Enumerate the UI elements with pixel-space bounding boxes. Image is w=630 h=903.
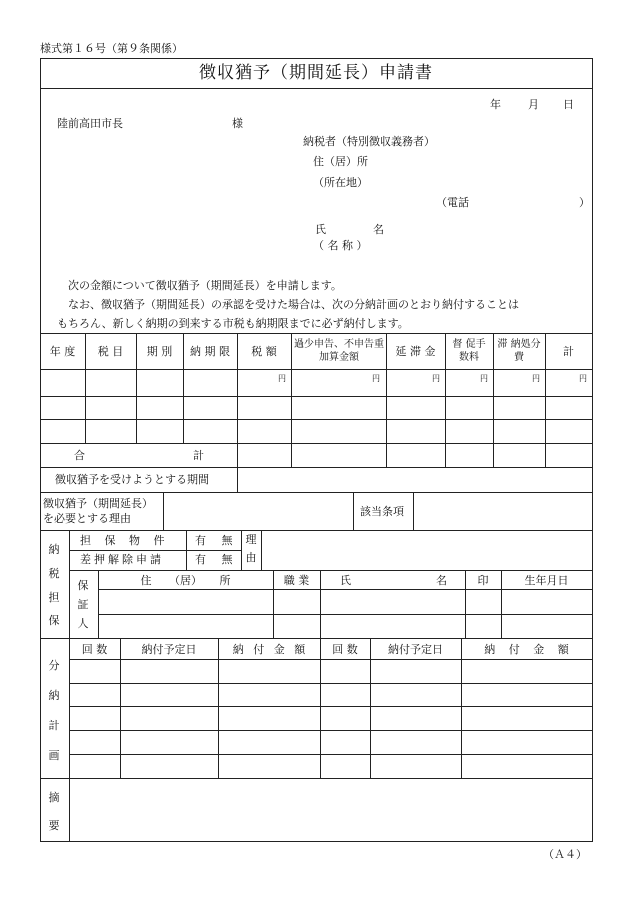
collateral-label: 担 保 物 件 xyxy=(80,534,170,547)
clause-left-divider xyxy=(353,492,354,530)
guarantor-side-char-3: 人 xyxy=(77,617,89,630)
frame-bottom xyxy=(40,841,593,842)
installment-side-divider xyxy=(69,638,70,841)
frame-left xyxy=(40,58,41,842)
unit-yen-tax: 円 xyxy=(278,374,286,383)
installment-header-count-2: 回 数 xyxy=(332,643,358,656)
title-divider xyxy=(40,88,593,89)
phone-label: （電話 xyxy=(436,196,469,209)
unit-yen-late-fee: 円 xyxy=(432,374,440,383)
unit-yen-reminder: 円 xyxy=(480,374,488,383)
tax-header-late-fee: 延 滞 金 xyxy=(395,345,436,358)
tax-row-2-bottom xyxy=(40,419,593,420)
tax-col-line-5 xyxy=(291,333,292,467)
reason-bottom xyxy=(40,530,593,531)
yes-no-right-divider xyxy=(241,530,242,570)
form-title: 徴収猶予（期間延長）申請書 xyxy=(199,63,433,83)
reason-side-char-2: 由 xyxy=(245,551,257,564)
tax-header-due-date: 納 期 限 xyxy=(190,345,230,358)
address-label: 住（居）所 xyxy=(313,155,368,168)
reason-divider xyxy=(163,492,164,530)
tax-col-line-7 xyxy=(445,333,446,467)
reason-label-1: 徴収猶予（期間延長） xyxy=(43,497,153,510)
guarantor-header-birthdate: 生年月日 xyxy=(524,574,569,587)
guarantor-row-line xyxy=(98,614,593,615)
installment-side-char-1: 分 xyxy=(48,659,60,672)
date-day: 日 xyxy=(563,98,574,111)
collateral-row-line xyxy=(69,550,241,551)
security-mid-line xyxy=(69,570,593,571)
addressee: 陸前高田市長 xyxy=(57,117,123,130)
tax-header-disposal-fee: 滞 納処分費 xyxy=(497,339,541,363)
guarantor-side-char-1: 保 xyxy=(77,579,89,592)
guarantor-header-bottom xyxy=(98,589,593,590)
release-label: 差押解除申請 xyxy=(80,553,164,566)
tax-total-bottom xyxy=(40,467,593,468)
installment-row-3 xyxy=(69,730,593,731)
statement-2: なお、徴収猶予（期間延長）の承認を受けた場合は、次の分納計画のとおり納付することは xyxy=(68,298,519,311)
period-divider xyxy=(237,467,238,492)
tax-col-line-8 xyxy=(493,333,494,467)
tax-header-tax-amount: 税 額 xyxy=(251,345,277,358)
installment-header-bottom xyxy=(69,659,593,660)
paper-size: （Ａ４） xyxy=(543,848,587,861)
tax-header-tax-item: 税 目 xyxy=(97,345,124,358)
tax-header-total: 計 xyxy=(563,345,574,358)
taxpayer-label: 納税者（特別徴収義務者） xyxy=(303,135,435,148)
honorific: 様 xyxy=(232,117,243,130)
total-label-2: 計 xyxy=(193,449,204,462)
installment-side-char-2: 納 xyxy=(48,689,60,702)
location-label: （所在地） xyxy=(313,176,368,189)
guarantor-header-name-1: 氏 xyxy=(340,574,351,587)
security-bottom xyxy=(40,638,593,639)
tax-header-year: 年 度 xyxy=(49,345,76,358)
name-alt-label: （ 名 称 ） xyxy=(313,239,368,252)
installment-header-amount-1: 納 付 金 額 xyxy=(232,643,306,656)
form-number: 様式第１６号（第９条関係） xyxy=(40,42,183,55)
guarantor-col-3 xyxy=(465,570,466,638)
installment-header-date-2: 納付予定日 xyxy=(388,643,443,656)
installment-row-4 xyxy=(69,754,593,755)
unit-yen-penalty: 円 xyxy=(372,374,380,383)
tax-row-1-bottom xyxy=(40,396,593,397)
installment-row-1 xyxy=(69,683,593,684)
tax-header-penalty: 過少申告、不申告重加算金額 xyxy=(294,339,384,363)
phone-close: ） xyxy=(579,196,590,209)
unit-yen-disposal: 円 xyxy=(532,374,540,383)
installment-header-amount-2: 納 付 金 額 xyxy=(484,643,569,656)
yes-no-left-divider xyxy=(186,530,187,570)
security-side-char-3: 担 xyxy=(48,591,60,604)
security-side-char-2: 税 xyxy=(48,567,60,580)
guarantor-header-seal: 印 xyxy=(477,574,489,587)
reason-side-char-1: 理 xyxy=(245,533,257,546)
remarks-side-char-1: 摘 xyxy=(48,791,60,804)
installment-bottom xyxy=(40,778,593,779)
installment-side-char-3: 計 xyxy=(48,719,60,732)
statement-3: もちろん、新しく納期の到来する市税も納期限までに必ず納付します。 xyxy=(57,317,409,330)
period-label: 徴収猶予を受けようとする期間 xyxy=(55,473,209,486)
installment-header-date-1: 納付予定日 xyxy=(141,643,197,656)
security-side-char-1: 納 xyxy=(48,543,60,556)
name-label-2: 名 xyxy=(373,223,384,236)
guarantor-col-2 xyxy=(320,570,321,638)
security-side-divider xyxy=(69,530,70,638)
remarks-side-char-2: 要 xyxy=(48,819,60,832)
date-month: 月 xyxy=(528,98,539,111)
unit-yen-total: 円 xyxy=(579,374,587,383)
frame-top xyxy=(40,58,593,59)
clause-right-divider xyxy=(413,492,414,530)
guarantor-side-char-2: 証 xyxy=(77,598,89,611)
installment-row-2 xyxy=(69,706,593,707)
tax-row-3-bottom xyxy=(40,443,593,444)
installment-header-count-1: 回 数 xyxy=(81,643,108,656)
guarantor-header-name-2: 名 xyxy=(436,574,447,587)
frame-right xyxy=(592,58,593,842)
guarantor-col-4 xyxy=(501,570,502,638)
tax-header-period: 期 別 xyxy=(146,345,173,358)
tax-table-top xyxy=(40,333,593,334)
guarantor-header-occupation: 職 業 xyxy=(283,574,310,587)
guarantor-header-address: 住 （居） 所 xyxy=(140,574,231,587)
collateral-yes-no: 有 無 xyxy=(195,534,239,547)
total-label-1: 合 xyxy=(74,449,85,462)
clause-label: 該当条項 xyxy=(360,505,404,518)
period-bottom xyxy=(40,492,593,493)
guarantor-col-1 xyxy=(273,570,274,638)
release-yes-no: 有 無 xyxy=(195,553,239,566)
tax-header-bottom xyxy=(40,369,593,370)
name-label-1: 氏 xyxy=(315,223,326,236)
installment-side-char-4: 画 xyxy=(48,749,60,762)
statement-1: 次の金額について徴収猶予（期間延長）を申請します。 xyxy=(68,279,342,292)
security-side-char-4: 保 xyxy=(48,614,60,627)
reason-side-divider xyxy=(261,530,262,570)
date-year: 年 xyxy=(490,98,501,111)
tax-header-reminder-fee: 督 促手数料 xyxy=(452,339,486,363)
reason-label-2: を必要とする理由 xyxy=(43,512,131,525)
